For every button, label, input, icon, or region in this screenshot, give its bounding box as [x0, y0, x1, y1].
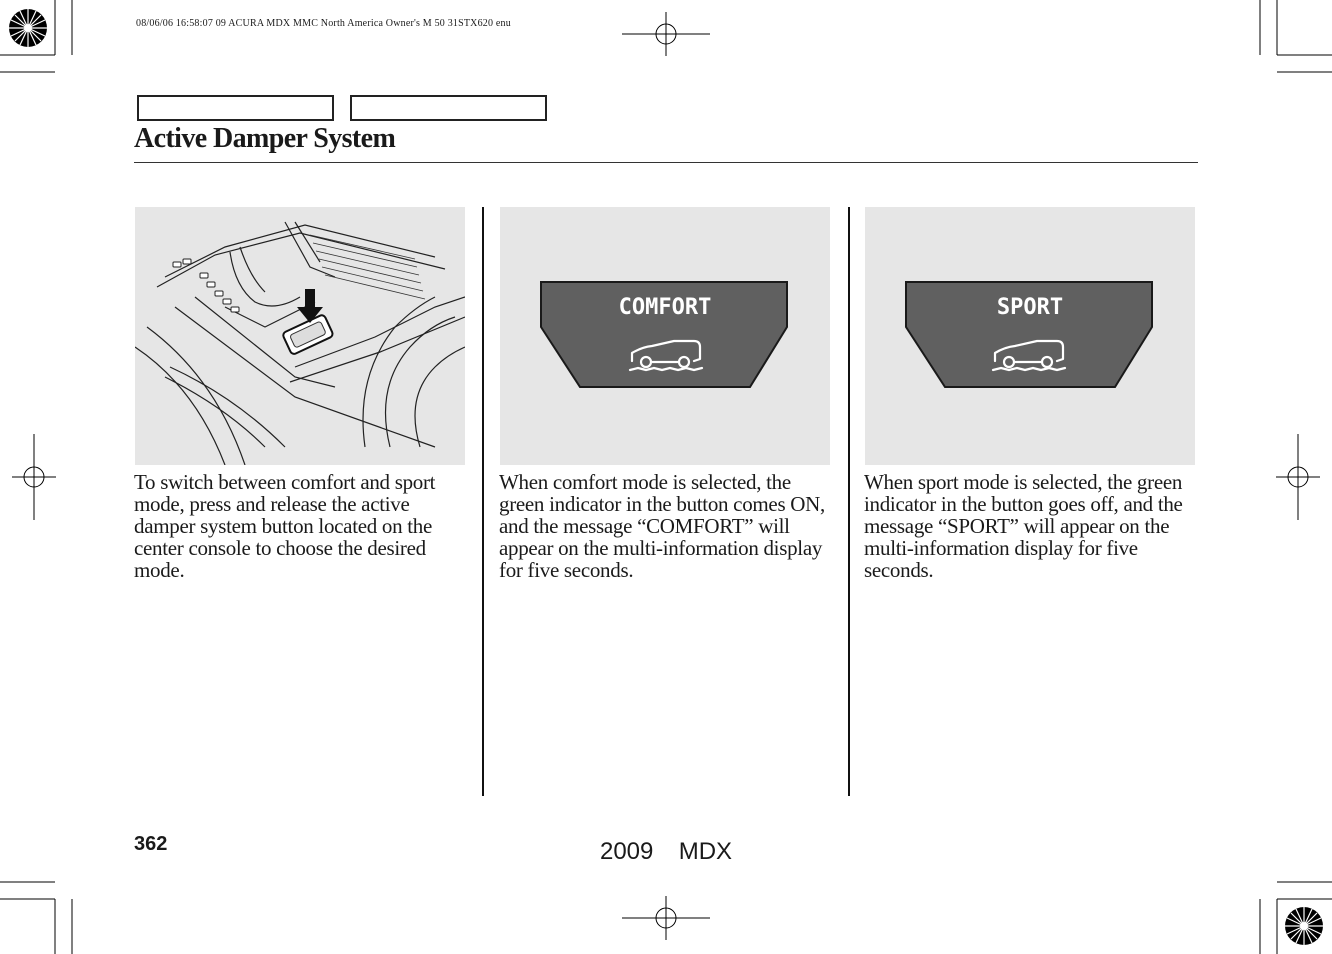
print-header: 08/06/06 16:58:07 09 ACURA MDX MMC North America Owner's M 50 31STX620 enu: [136, 18, 511, 29]
caption-sport-mode: When sport mode is selected, the green indicator in the button goes off, and the message “SPORT” will appear on the multi-information display for five seconds.: [864, 470, 1183, 582]
registration-mark-bottom-right: [1252, 874, 1332, 954]
console-illustration: [135, 207, 465, 465]
page-number: 362: [134, 833, 168, 855]
sport-display-text: SPORT: [996, 295, 1064, 320]
registration-mark-top-left: [0, 0, 80, 80]
model-label: 2009 MDX: [599, 838, 733, 865]
car-suspension-icon: [991, 337, 1067, 373]
column-divider: [848, 207, 850, 796]
comfort-display-illustration: [500, 207, 830, 465]
caption-switch-mode: To switch between comfort and sport mode, press and release the active damper system button located on the center console to choose the desired mode.: [134, 470, 436, 582]
crosshair-bottom: [620, 896, 712, 942]
crosshair-left: [10, 432, 58, 522]
crosshair-right: [1274, 432, 1322, 522]
registration-mark-top-right: [1252, 0, 1332, 80]
page-title: Active Damper System: [134, 123, 396, 154]
registration-mark-bottom-left: [0, 874, 80, 954]
sport-display-illustration: [865, 207, 1195, 465]
crosshair-top: [620, 12, 712, 58]
section-tab-box: [350, 95, 547, 121]
comfort-display-text: COMFORT: [618, 295, 712, 320]
section-tab-box: [137, 95, 334, 121]
title-rule: [134, 162, 1198, 163]
car-suspension-icon: [628, 337, 704, 373]
caption-comfort-mode: When comfort mode is selected, the green indicator in the button comes ON, and the message “COMFORT” will appear on the multi-information display for five seconds.: [499, 470, 825, 582]
column-divider: [482, 207, 484, 796]
